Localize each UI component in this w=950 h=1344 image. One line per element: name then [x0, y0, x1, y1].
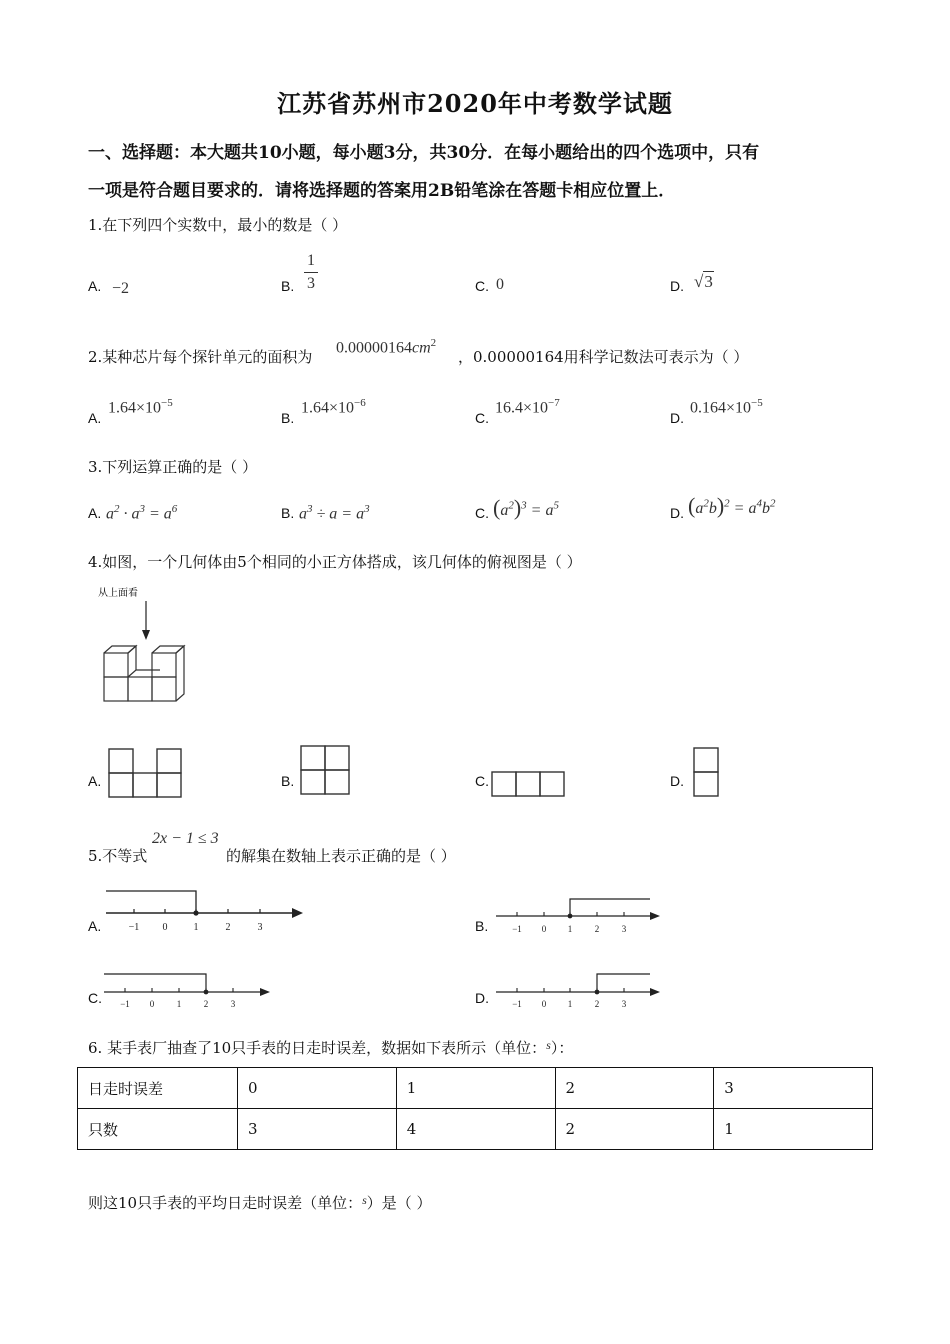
question-2-stem	[88, 346, 312, 367]
q1-option-a-label: A.	[88, 278, 102, 294]
q4-view-label: 从上面看	[98, 588, 138, 599]
q2-option-c-label: C.	[475, 410, 489, 426]
tick-label: 2	[594, 924, 600, 934]
q2-d-base: 0.164×10	[690, 399, 752, 417]
tick-label: −1	[120, 999, 130, 1009]
q3-option-a-label: A.	[88, 505, 102, 521]
tick-label: 1	[193, 922, 199, 933]
q2-d-exp: −5	[751, 397, 763, 409]
arrow-icon	[260, 988, 270, 996]
q5-inequality: 2x − 1 ≤ 3	[152, 830, 219, 847]
q3-option-d-label: D.	[670, 505, 684, 521]
q6-unit: s	[546, 1038, 551, 1052]
q2-c-base: 16.4×10	[495, 399, 549, 417]
q2-area-value: 0.00000164	[336, 339, 412, 357]
q1-option-d-sqrt	[694, 272, 714, 292]
q5-option-b-label: B.	[475, 918, 489, 934]
q2-area-unit-exp: 2	[430, 337, 437, 349]
q2-option-d-label: D.	[670, 410, 684, 426]
table-cell: 3	[238, 1109, 397, 1150]
question-6-stem	[88, 1037, 573, 1058]
q1-option-a-value: −2	[112, 280, 130, 297]
table-cell: 1	[396, 1068, 555, 1109]
tick-label: 1	[176, 999, 182, 1009]
q6-follow-post: ）是（ ）	[366, 1194, 432, 1212]
question-3-stem: 3.下列运算正确的是（ ）	[88, 458, 258, 476]
arrow-icon	[650, 912, 660, 920]
table-cell: 1	[714, 1109, 873, 1150]
q2-stem-post: ，0.00000164用科学记数法可表示为（ ）	[458, 348, 749, 366]
q2-c-exp: −7	[548, 397, 560, 409]
q3-option-b-label: B.	[281, 505, 295, 521]
q5-stem-post: 的解集在数轴上表示正确的是（ ）	[226, 847, 456, 865]
tick-label: 3	[621, 924, 627, 934]
q4-solid-figure	[96, 582, 196, 708]
q2-area-unit: cm	[412, 339, 431, 357]
sqrt-icon: √	[694, 272, 704, 291]
q5-option-c-numberline	[102, 970, 274, 1010]
table-cell: 0	[238, 1068, 397, 1109]
q4-option-d-figure	[693, 747, 721, 799]
q5-option-d-label: D.	[475, 990, 489, 1006]
q5-option-d-numberline	[494, 971, 664, 1011]
q6-stem-pre: 6. 某手表厂抽查了10只手表的日走时误差，数据如下表所示（单位：	[88, 1039, 547, 1057]
table-cell: 2	[555, 1068, 714, 1109]
q4-option-c-label: C.	[475, 773, 489, 789]
table-cell: 只数	[78, 1109, 238, 1150]
q4-option-c-figure	[491, 771, 569, 799]
q6-follow-pre: 则这10只手表的平均日走时误差（单位：	[88, 1194, 363, 1212]
tick-label: 0	[162, 922, 168, 933]
table-cell: 日走时误差	[78, 1068, 238, 1109]
cubes-drawing	[104, 646, 184, 701]
down-arrow-icon	[142, 630, 150, 640]
table-row	[78, 1068, 873, 1109]
tick-label: 2	[225, 922, 231, 933]
tick-label: 0	[541, 924, 547, 934]
tick-label: 1	[567, 924, 573, 934]
table-row	[78, 1109, 873, 1150]
q2-b-exp: −6	[354, 397, 366, 409]
tick-label: −1	[128, 922, 140, 933]
q2-area	[336, 337, 436, 357]
q6-stem-post: ）：	[550, 1039, 574, 1057]
q2-b-base: 1.64×10	[301, 399, 355, 417]
q4-option-a-label: A.	[88, 773, 102, 789]
tick-label: 2	[594, 999, 600, 1009]
q6-follow-unit: s	[362, 1193, 367, 1207]
q1-option-d-label: D.	[670, 278, 684, 294]
q5-option-a-numberline	[104, 887, 308, 935]
tick-label: 2	[203, 999, 209, 1009]
q1-fraction-numerator: 1	[307, 252, 315, 269]
table-cell: 2	[555, 1109, 714, 1150]
q4-option-d-label: D.	[670, 773, 684, 789]
q5-option-b-numberline	[494, 896, 664, 936]
table-cell: 3	[714, 1068, 873, 1109]
q2-option-b-label: B.	[281, 410, 295, 426]
q3-option-a-expr: $a^2 \cdot a^3 = a^6$	[106, 503, 178, 523]
q2-option-b-value	[301, 397, 366, 417]
q3-option-d-expr: $(a^2b)^2 = a^4b^2$	[688, 493, 776, 518]
q2-a-base: 1.64×10	[108, 399, 162, 417]
page-title: 江苏省苏州市2020年中考数学试题	[277, 89, 673, 118]
tick-label: 1	[567, 999, 573, 1009]
question-4-stem: 4.如图，一个几何体由5个相同的小正方体搭成，该几何体的俯视图是（ ）	[88, 553, 582, 571]
q4-option-b-label: B.	[281, 773, 295, 789]
q4-option-a-figure	[108, 748, 184, 800]
arrow-icon	[650, 988, 660, 996]
q4-option-b-figure	[300, 745, 352, 797]
tick-label: 3	[621, 999, 627, 1009]
arrow-icon	[292, 908, 303, 918]
q6-table	[77, 1067, 873, 1150]
q6-follow-up	[88, 1192, 432, 1213]
tick-label: 3	[230, 999, 236, 1009]
q1-sqrt-radicand: 3	[704, 272, 713, 291]
q2-option-c-value	[495, 397, 560, 417]
q1-option-b-label: B.	[281, 278, 295, 294]
section-header-line-1: 一、选择题：本大题共10小题，每小题3分，共30分．在每小题给出的四个选项中，只有	[88, 143, 760, 163]
tick-label: −1	[512, 999, 522, 1009]
q3-option-b-expr: $a^3 \div a = a^3$	[299, 503, 370, 523]
q1-fraction-denominator: 3	[307, 275, 315, 292]
q2-option-a-value	[108, 397, 173, 417]
q1-option-c-label: C.	[475, 278, 489, 294]
section-header	[88, 134, 868, 210]
tick-label: 0	[149, 999, 155, 1009]
q2-option-d-value	[690, 397, 763, 417]
tick-label: 3	[257, 922, 263, 933]
section-header-line-2: 一项是符合题目要求的．请将选择题的答案用2B铅笔涂在答题卡相应位置上．	[88, 181, 676, 201]
table-cell: 4	[396, 1109, 555, 1150]
q5-option-a-label: A.	[88, 918, 102, 934]
tick-label: −1	[512, 924, 522, 934]
q1-option-b-fraction	[304, 252, 318, 293]
question-1-stem: 1.在下列四个实数中，最小的数是（ ）	[88, 216, 348, 234]
q1-option-c-value: 0	[496, 276, 504, 293]
fraction-bar	[304, 272, 318, 273]
q2-stem-pre: 2.某种芯片每个探针单元的面积为	[88, 348, 313, 366]
q5-stem-pre: 5.不等式	[88, 847, 148, 865]
q5-option-c-label: C.	[88, 990, 102, 1006]
q2-option-a-label: A.	[88, 410, 102, 426]
q2-a-exp: −5	[161, 397, 173, 409]
tick-label: 0	[541, 999, 547, 1009]
q3-option-c-expr: $(a^2)^3 = a^5$	[493, 495, 559, 520]
q3-option-c-label: C.	[475, 505, 489, 521]
